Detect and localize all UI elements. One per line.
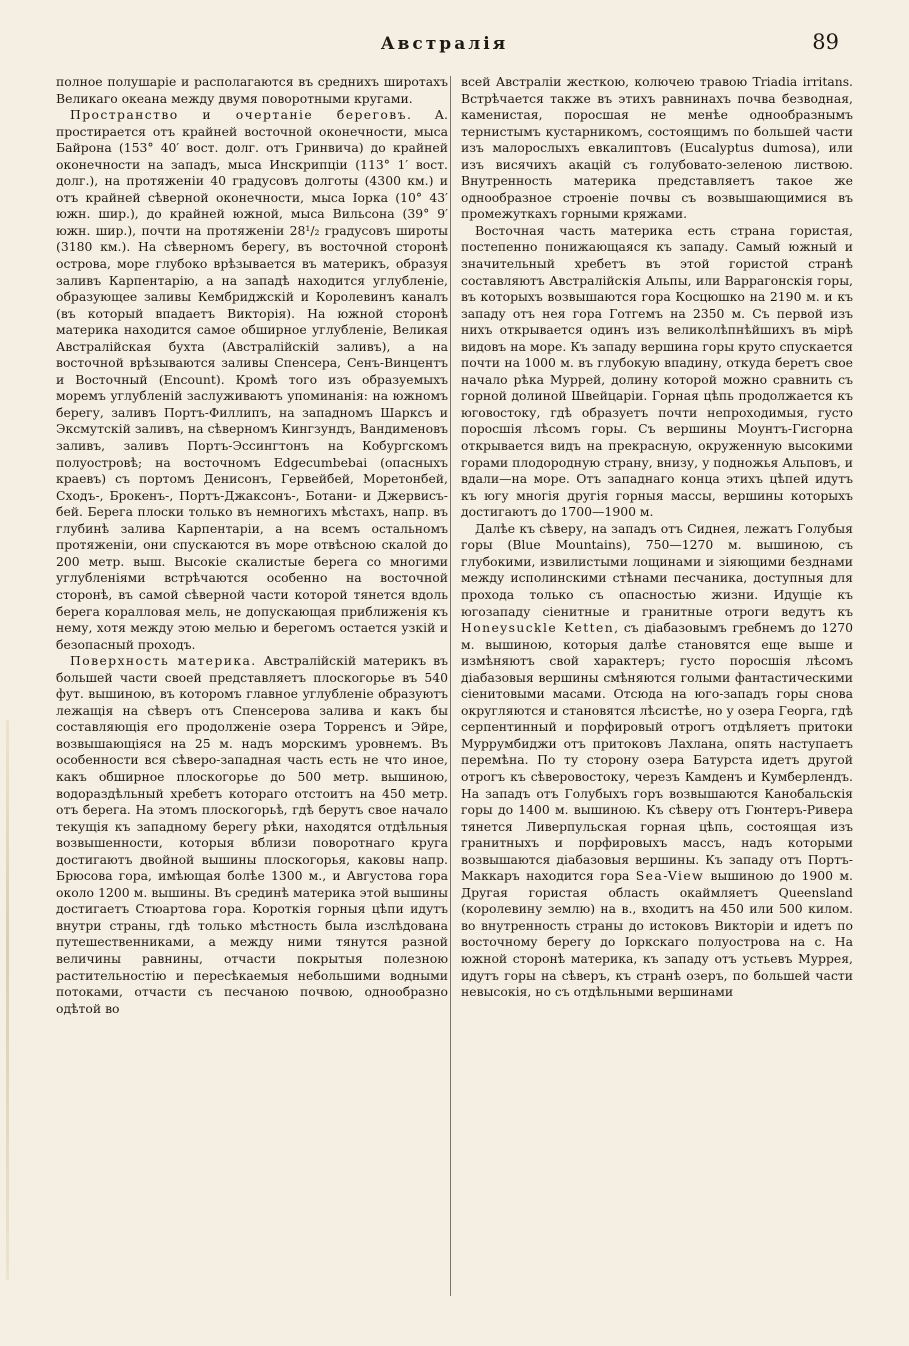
page-number: 89 [812, 30, 839, 54]
paragraph: полное полушаріе и располагаются въ среднихъ широтахъ Великаго океана между двумя поворотными кругами. [56, 74, 448, 106]
paragraph-text: , съ діабазовымъ гребнемъ до 1270 м. вышиною, которыя далѣе становятся еще выше и измѣняютъ свой характеръ; густо поросшія лѣсомъ діабазовыя вершины смѣняются голыми фантастическими сіенитовыми масами. Отсюда на юго-западъ горы снова округляются и становятся лѣсистѣе, но у озера Георга, гдѣ серпентинный и порфировый отрогъ отдѣляетъ притоки Муррумбиджи отъ притоковъ Лахлана, опять наступаетъ перемѣна. По ту сторону озера Батурста идетъ другой отрогъ къ сѣверовостоку, черезъ Камденъ и Кумберлендъ. На западъ отъ Голубыхъ горъ возвышаются Канобальскія горы до 1400 м. вышиною. Къ сѣверу отъ Гюнтеръ-Ривера тянется Ливерпульская горная цѣпь, состоящая изъ гранитныхъ и порфировыхъ массъ, надъ которыми возвышаются діабазовыя вершины. Къ западу отъ Портъ-Маккаръ находится гора [461, 620, 853, 884]
paragraph-surface [56, 653, 448, 1017]
running-head [50, 28, 839, 62]
paragraph-text: вышиною до 1900 м. Другая гористая область окаймляетъ Queensland (королевину землю) на в., входитъ на 450 или 500 килом. во внутренность страны до истоковъ Викторіи и идетъ по восточному берегу до Іоркскаго полуострова на с. На южной сторонѣ материка, къ западу отъ устьевъ Муррея, идутъ горы на сѣверъ, къ странѣ озеръ, по большей части невысокія, но съ отдѣльными вершинами [461, 868, 853, 1000]
paragraph: Восточная часть материка есть страна гористая, постепенно понижающаяся къ западу. Самый южный и значительный хребетъ въ этой гористой странѣ составляютъ Австралійскія Альпы, или Варрагонскія горы, въ которыхъ возвышаются гора Косцюшко на 2190 м. и къ западу отъ нея гора Готгемъ на 2350 м. Съ первой изъ нихъ открывается одинъ изъ великолѣпнѣйшихъ въ мірѣ видовъ на море. Къ западу вершина горы круто спускается почти на 1000 м. въ глубокую впадину, откуда беретъ свое начало рѣка Муррей, долину которой можно сравнить съ горной долиной Швейцаріи. Горная цѣпь продолжается къ юговостоку, гдѣ образуетъ почти непроходимыя, густо поросшія лѣсомъ горы. Съ вершины Моунтъ-Гисгорна открывается видъ на прекрасную, окруженную высокими горами плодородную страну, внизу, у подножья Альповъ, и вдали—на море. Отъ западнаго конца этихъ цѣпей идутъ къ югу многія другія горныя массы, вершины которыхъ достигаютъ до 1700—1900 м. [461, 222, 853, 520]
paragraph: всей Австраліи жесткою, колючею травою Triadia irritans. Встрѣчается также въ этихъ равнинахъ почва безводная, каменистая, поросшая не менѣе однообразнымъ тернистымъ кустарникомъ, состоящимъ по большей части изъ малорослыхъ евкалиптовъ (Eucalyptus dumosa), или изъ висячихъ акацій съ голубовато-зеленою листвою. Внутренность материка представляетъ такое же однообразное строеніе почвы съ возвышающимися въ промежуткахъ горными кряжами. [461, 74, 853, 222]
paragraph-text: Австралійскій материкъ въ большей части своей представляетъ плоскогорье въ 540 фут. вышиною, въ которомъ главное углубленіе образуютъ лежащія на сѣверъ отъ Спенсерова залива и какъ бы составляющія его продолженіе озера Торренсъ и Эйре, возвышающіяся на 25 м. надъ морскимъ уровнемъ. Въ особенности вся сѣверо-западная часть есть не что иное, какъ обширное плоскогорье до 500 метр. вышиною, водораздѣльный хребетъ котораго отстоитъ на 450 метр. отъ берега. На этомъ плоскогорьѣ, гдѣ берутъ свое начало текущія къ западному берегу рѣки, находятся отдѣльныя возвышенности, которыя вблизи поворотнаго круга достигаютъ двойной вышины плоскогорья, каковы напр. Брюсова гора, имѣющая болѣе 1300 м., и Августова гора около 1200 м. вышины. Въ срединѣ материка этой вышины достигаетъ Стюартова гора. Короткія горныя цѣпи идутъ внутри страны, гдѣ только мѣстность была изслѣдована путешественниками, а между ними тянутся разной величины равнины, отчасти покрытыя полезною растительностію и пересѣкаемыя небольшими водными потоками, отчасти съ песчаною почвою, однообразно одѣтой во [56, 653, 448, 1016]
left-column [56, 74, 448, 1017]
section-heading: Пространство и очертаніе береговъ. [70, 107, 413, 123]
page-title: Австралія [380, 34, 509, 54]
paragraph-extent [56, 107, 448, 653]
paragraph-text: Далѣе къ сѣверу, на западъ отъ Сиднея, лежатъ Голубыя горы (Blue Mountains), 750—1270 м. вышиною, съ глубокими, извилистыми лощинами и зіяющими безднами между исполинскими стѣнами песчаника, доступныя для прохода только съ опасностью жизни. Идущіе къ югозападу сіенитные и гранитные отроги ведутъ къ [461, 520, 853, 619]
paragraph-text: А. простирается отъ крайней восточной оконечности, мыса Байрона (153° 40′ вост. долг. отъ Гринвича) до крайней оконечности на западъ, мыса Инскрипціи (113° 1′ вост. долг.), на протяженіи 40 градусовъ долготы (4300 км.) и отъ крайней сѣверной оконечности, мыса Іорка (10° 43′ южн. шир.), до крайней южной, мыса Вильсона (39° 9′ южн. шир.), почти на протяженіи 28¹/₂ градусовъ широты (3180 км.). На сѣверномъ берегу, въ восточной сторонѣ острова, море глубоко врѣзывается въ материкъ, образуя заливъ Карпентарію, а на западѣ находится углубленіе, образующее заливы Кембриджскій и Королевинъ каналъ (въ который впадаетъ Викторія). На южной сторонѣ материка находится самое обширное углубленіе, Великая Австралійская бухта (Австралійскій заливъ), а на восточной врѣзываются заливы Спенсера, Сенъ-Винцентъ и Восточный (Encount). Кромѣ того изъ образуемыхъ моремъ углубленій заслуживаютъ упоминанія: на южномъ берегу, заливъ Портъ-Филлипъ, на западномъ Шарксъ и Эксмутскій заливъ, на сѣверномъ Кингзундъ, Вандименовъ заливъ, заливъ Портъ-Эссингтонъ на Кобургскомъ полуостровѣ; на восточномъ Edgecumbebai (опасныхъ краевъ) съ портомъ Денисонъ, Гервейбей, Моретонбей, Сходъ-, Брокенъ-, Портъ-Джаксонъ-, Ботани- и Джервисъ-бей. Берега плоски только въ немногихъ мѣстахъ, напр. въ глубинѣ залива Карпентаріи, а на всемъ остальномъ протяженіи, они спускаются въ море отвѣсною скалой до 200 метр. выш. Высокіе скалистые берега со многими углубленіями встрѣчаются особенно на восточной сторонѣ, въ самой сѣверной части которой тянется вдоль берега коралловая мель, не допускающая приближенія къ нему, хотя между этою мелью и берегомъ остается узкій и безопасный проходъ. [56, 107, 448, 652]
paragraph [461, 521, 853, 1001]
page-edge-stain [6, 720, 9, 1280]
place-name: Sea-View [635, 868, 705, 884]
section-heading: Поверхность материка. [70, 653, 257, 669]
column-divider [450, 76, 451, 1296]
right-column [461, 74, 853, 1001]
place-name: Honeysuckle Ketten [461, 620, 615, 636]
